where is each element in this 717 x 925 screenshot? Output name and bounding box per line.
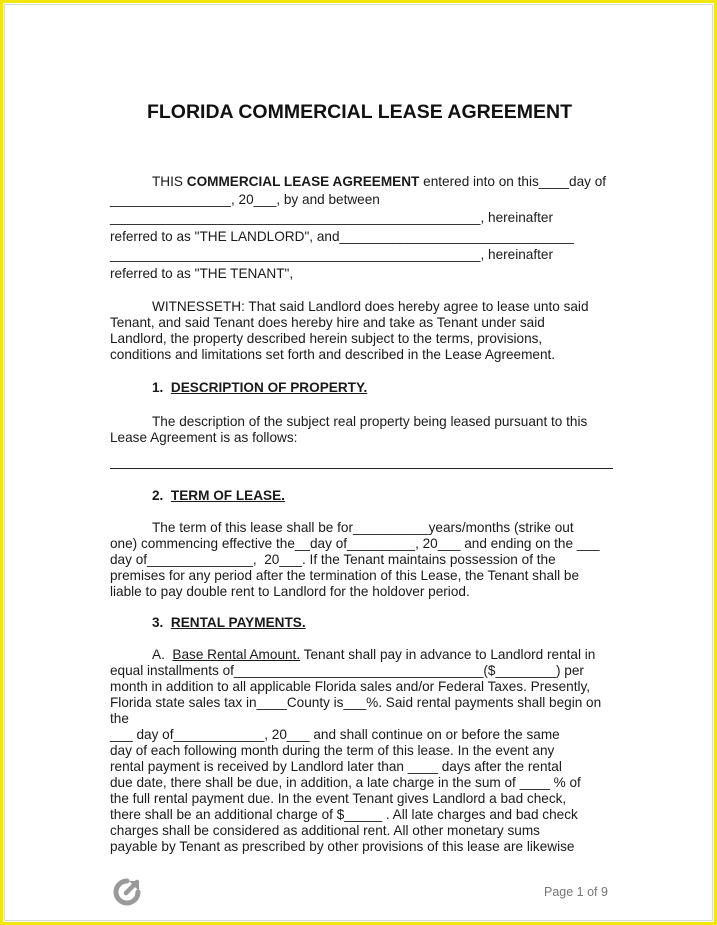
section-3-line: the (110, 711, 129, 726)
section-3-line: Florida state sales tax in____County is___%. Said rental payments shall begin on (110, 695, 602, 710)
witnesseth-line: Landlord, the property described herein subject to the terms, provisions, (110, 331, 543, 346)
intro-line-3: _________________________________________________, hereinafter (110, 210, 553, 225)
witnesseth-line: conditions and limitations set forth and described in the Lease Agreement. (110, 347, 556, 362)
section-3-line: payable by Tenant as prescribed by other provisions of this lease are likewise (110, 839, 575, 854)
section-2-line: premises for any period after the termination of this Lease, the Tenant shall be (110, 568, 580, 583)
section-3-line: there shall be an additional charge of $_____ . All late charges and bad check (110, 807, 578, 822)
section-3-line: equal installments of_________________________________($________) per (110, 663, 584, 678)
intro-line-4: referred to as "THE LANDLORD", and_______________________________ (110, 229, 574, 244)
document-title: FLORIDA COMMERCIAL LEASE AGREEMENT (146, 101, 573, 123)
section-2-heading (152, 488, 285, 504)
witnesseth-line: WITNESSETH: That said Landlord does hereby agree to lease unto said (152, 299, 589, 314)
section-3-line: ___ day of____________, 20___ and shall continue on or before the same (110, 727, 560, 742)
subsection-letter: A. (152, 647, 173, 662)
section-3-line: rental payment is received by Landlord later than ____ days after the rental (110, 759, 562, 774)
intro-line-2: ________________, 20___, by and between (110, 192, 380, 207)
intro-prefix: THIS (152, 174, 187, 189)
section-number: 2. (152, 488, 164, 503)
section-3-line: the full rental payment due. In the event Tenant gives Landlord a bad check, (110, 791, 567, 806)
section-title: TERM OF LEASE. (170, 488, 285, 503)
subsection-text: Tenant shall pay in advance to Landlord rental in (300, 647, 596, 662)
section-2-line: The term of this lease shall be for__________years/months (strike out (152, 520, 574, 535)
section-3-heading (152, 615, 306, 631)
section-title: RENTAL PAYMENTS. (170, 615, 306, 630)
section-number: 3. (152, 615, 164, 630)
intro-line-1 (152, 174, 606, 190)
intro-suffix: entered into on this____day of (419, 174, 607, 189)
section-2-line: one) commencing effective the__day of_________, 20___ and ending on the ___ (110, 536, 600, 551)
section-3-line: due date, there shall be due, in addition, a late charge in the sum of ____ % of (110, 775, 581, 790)
refresh-arrow-icon (112, 877, 142, 907)
section-2-line: liable to pay double rent to Landlord for the holdover period. (110, 584, 470, 599)
section-1-line: The description of the subject real property being leased pursuant to this (152, 414, 588, 429)
witnesseth-line: Tenant, and said Tenant does hereby hire and take as Tenant under said (110, 315, 545, 330)
property-description-blank-line (110, 468, 613, 469)
section-1-heading (152, 380, 367, 396)
document-page (4, 4, 713, 921)
section-3-line: day of each following month during the term of this lease. In the event any (110, 743, 555, 758)
section-3-subsection-line (152, 647, 595, 663)
section-1-line: Lease Agreement is as follows: (110, 430, 298, 445)
page-number: Page 1 of 9 (544, 885, 608, 899)
intro-line-6: referred to as "THE TENANT", (110, 266, 294, 281)
intro-line-5: _________________________________________________, hereinafter (110, 247, 553, 262)
section-title: DESCRIPTION OF PROPERTY. (170, 380, 368, 395)
section-number: 1. (152, 380, 164, 395)
section-3-line: charges shall be considered as additional rent. All other monetary sums (110, 823, 540, 838)
subsection-heading: Base Rental Amount. (172, 647, 301, 662)
section-2-line: day of______________, 20___. If the Tenant maintains possession of the (110, 552, 556, 567)
section-3-line: month in addition to all applicable Florida sales and/or Federal Taxes. Presently, (110, 679, 591, 694)
intro-bold-title: COMMERCIAL LEASE AGREEMENT (186, 174, 420, 189)
